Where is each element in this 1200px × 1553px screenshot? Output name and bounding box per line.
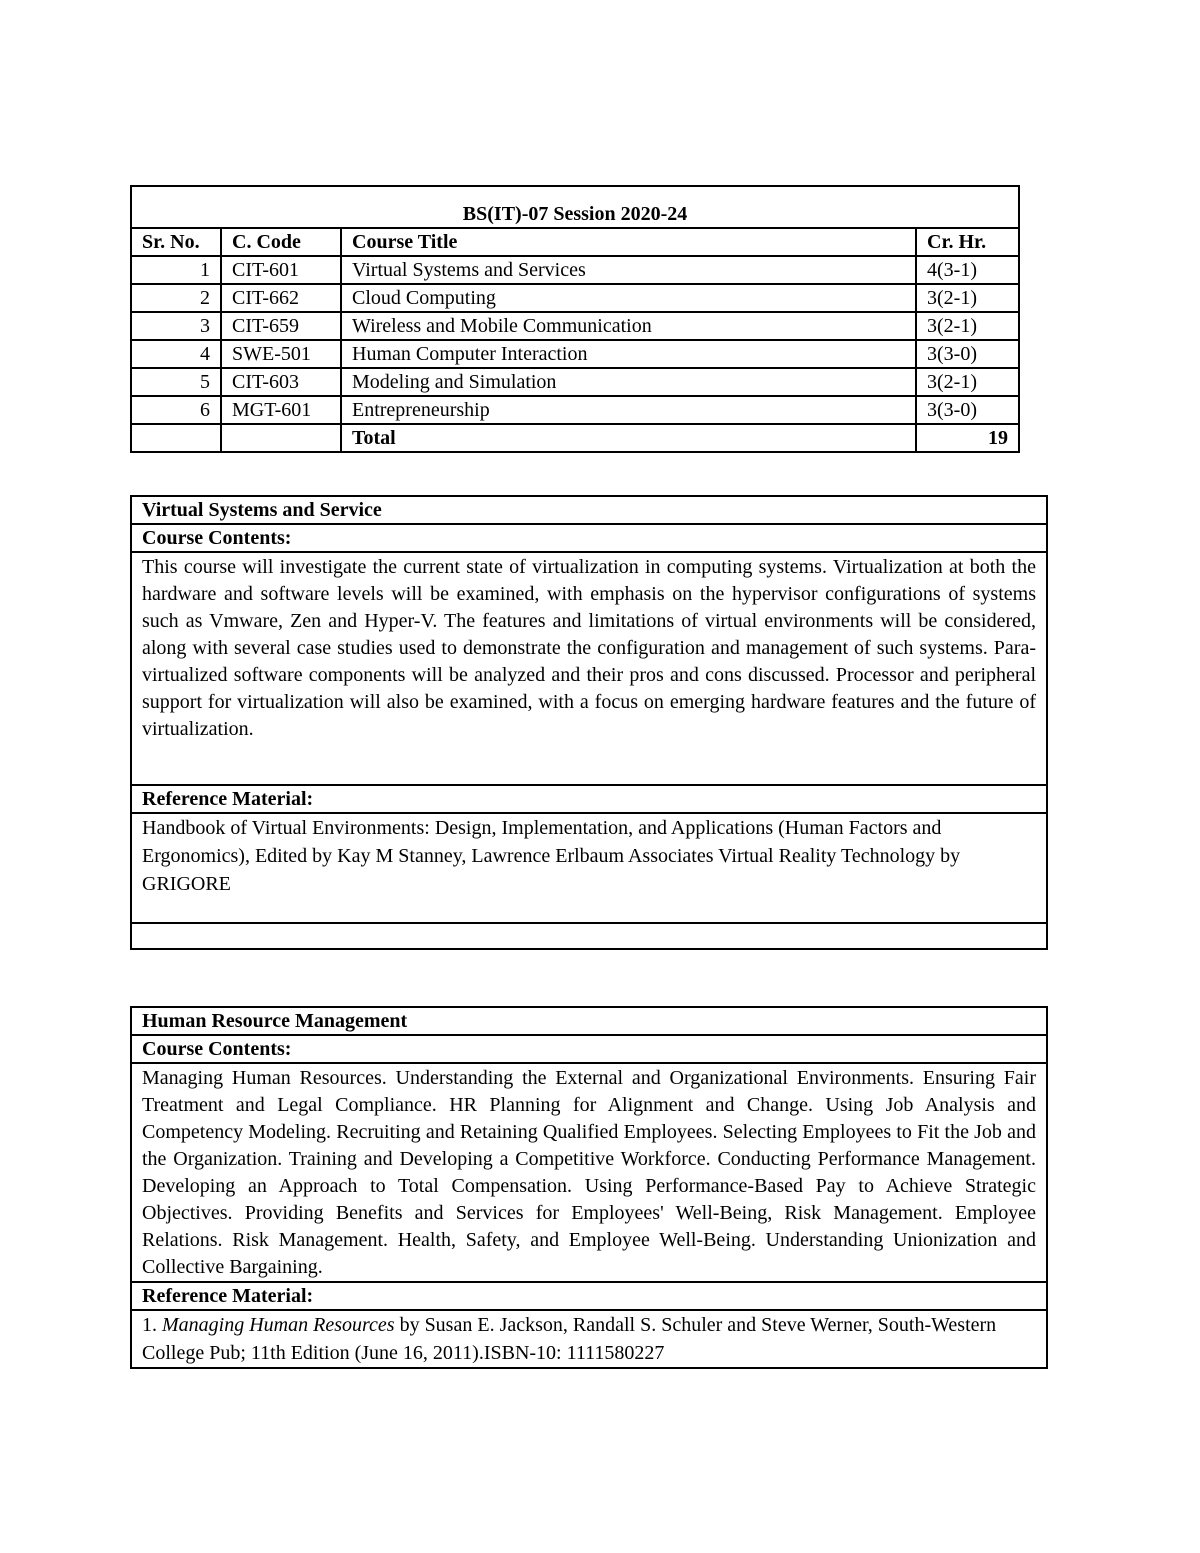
table-row bbox=[131, 284, 1019, 312]
reference-book-title: Managing Human Resources bbox=[162, 1314, 395, 1336]
row-credit: 3(2-1) bbox=[916, 312, 1019, 340]
row-sr: 6 bbox=[131, 396, 221, 424]
row-credit: 3(3-0) bbox=[916, 340, 1019, 368]
table-row bbox=[131, 256, 1019, 284]
row-title: Entrepreneurship bbox=[341, 396, 916, 424]
row-credit: 3(2-1) bbox=[916, 284, 1019, 312]
schedule-title-row bbox=[131, 186, 1019, 228]
schedule-title: BS(IT)-07 Session 2020-24 bbox=[131, 186, 1019, 228]
row-credit: 4(3-1) bbox=[916, 256, 1019, 284]
row-code: CIT-662 bbox=[221, 284, 341, 312]
header-sr-no: Sr. No. bbox=[131, 228, 221, 256]
row-title: Cloud Computing bbox=[341, 284, 916, 312]
row-code: CIT-659 bbox=[221, 312, 341, 340]
course-contents: This course will investigate the current state of virtualization in computing systems. Virtualization at both the hardware and software levels will be examined, with emphasis on the hypervisor configurations of systems such as Vmware, Zen and Hyper-V. The features and limitations of virtual environments will be considered, along with several case studies used to demonstrate the configuration and management of such systems. Para-virtualized software components will be analyzed and their pros and cons discussed. Processor and peripheral support for virtualization will also be examined, with a focus on emerging hardware features and the future of virtualization. bbox=[131, 552, 1047, 785]
row-title: Virtual Systems and Services bbox=[341, 256, 916, 284]
total-value: 19 bbox=[916, 424, 1019, 452]
row-sr: 5 bbox=[131, 368, 221, 396]
total-empty-cell bbox=[131, 424, 221, 452]
row-credit: 3(2-1) bbox=[916, 368, 1019, 396]
row-title: Modeling and Simulation bbox=[341, 368, 916, 396]
schedule-header-row bbox=[131, 228, 1019, 256]
row-code: SWE-501 bbox=[221, 340, 341, 368]
table-row bbox=[131, 396, 1019, 424]
total-label: Total bbox=[341, 424, 916, 452]
schedule-table bbox=[130, 185, 1020, 453]
row-title: Wireless and Mobile Communication bbox=[341, 312, 916, 340]
empty-row bbox=[131, 923, 1047, 949]
course-virtual-systems bbox=[130, 495, 1048, 950]
header-credit-hours: Cr. Hr. bbox=[916, 228, 1019, 256]
row-sr: 1 bbox=[131, 256, 221, 284]
row-sr: 2 bbox=[131, 284, 221, 312]
table-row bbox=[131, 312, 1019, 340]
course-contents-label: Course Contents: bbox=[131, 1035, 1047, 1063]
reference-label: Reference Material: bbox=[131, 1282, 1047, 1310]
reference-text bbox=[131, 1310, 1047, 1368]
row-sr: 4 bbox=[131, 340, 221, 368]
header-course-title: Course Title bbox=[341, 228, 916, 256]
reference-label: Reference Material: bbox=[131, 785, 1047, 813]
table-row bbox=[131, 340, 1019, 368]
total-empty-cell bbox=[221, 424, 341, 452]
course-human-resource-management bbox=[130, 1006, 1048, 1369]
course-contents-label: Course Contents: bbox=[131, 524, 1047, 552]
row-sr: 3 bbox=[131, 312, 221, 340]
reference-details: by Susan E. Jackson, Randall S. Schuler and Steve Werner, South-Western College Pub; 11th Edition (June 16, 2011).ISBN-10: 1111580227 bbox=[142, 1314, 997, 1364]
row-credit: 3(3-0) bbox=[916, 396, 1019, 424]
row-title: Human Computer Interaction bbox=[341, 340, 916, 368]
total-row bbox=[131, 424, 1019, 452]
header-course-code: C. Code bbox=[221, 228, 341, 256]
row-code: CIT-601 bbox=[221, 256, 341, 284]
reference-prefix: 1. bbox=[142, 1314, 162, 1336]
table-row bbox=[131, 368, 1019, 396]
row-code: MGT-601 bbox=[221, 396, 341, 424]
course-name: Virtual Systems and Service bbox=[131, 496, 1047, 524]
row-code: CIT-603 bbox=[221, 368, 341, 396]
course-contents: Managing Human Resources. Understanding the External and Organizational Environments. Ensuring Fair Treatment and Legal Compliance. HR Planning for Alignment and Change. Using Job Analysis and Competency Modeling. Recruiting and Retaining Qualified Employees. Selecting Employees to Fit the Job and the Organization. Training and Developing a Competitive Workforce. Conducting Performance Management. Developing an Approach to Total Compensation. Using Performance-Based Pay to Achieve Strategic Objectives. Providing Benefits and Services for Employees' Well-Being, Risk Management. Employee Relations. Risk Management. Health, Safety, and Employee Well-Being. Understanding Unionization and Collective Bargaining. bbox=[131, 1063, 1047, 1282]
course-name: Human Resource Management bbox=[131, 1007, 1047, 1035]
reference-text: Handbook of Virtual Environments: Design, Implementation, and Applications (Human Factors and Ergonomics), Edited by Kay M Stanney, Lawrence Erlbaum Associates Virtual Reality Technology by GRIGORE bbox=[131, 813, 1047, 923]
